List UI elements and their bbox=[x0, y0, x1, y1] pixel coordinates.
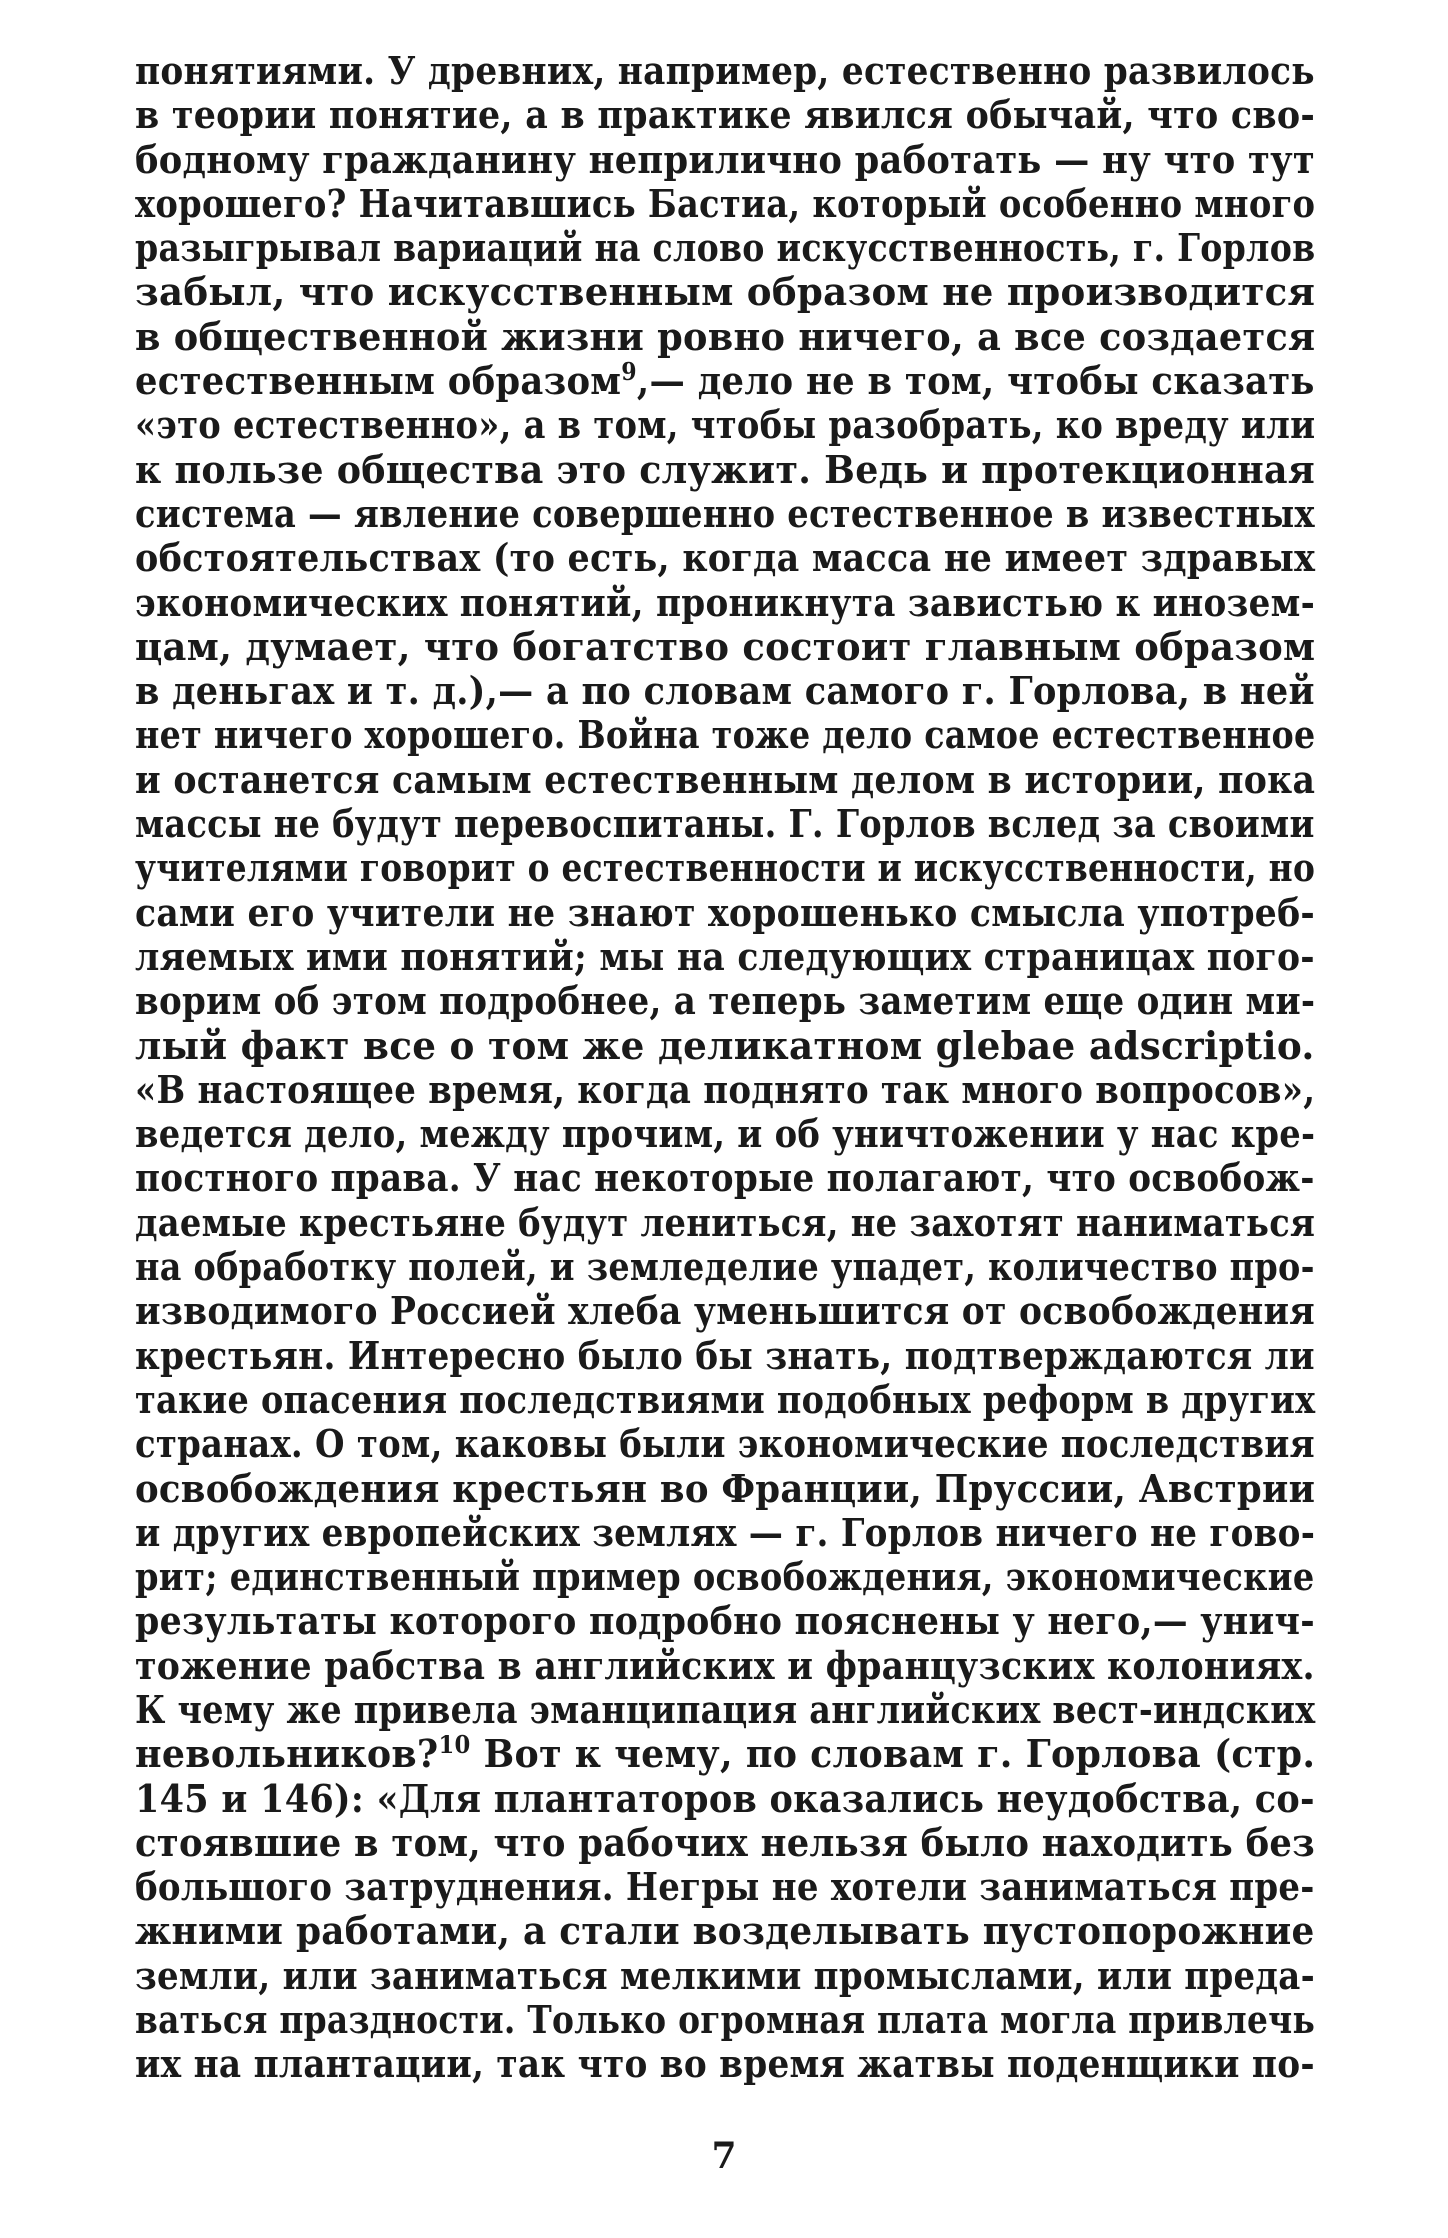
text-line: к пользе общества это служит. Ведь и протекционная bbox=[135, 447, 1316, 493]
text-line: забыл, что искусственным образом не производится bbox=[135, 270, 1316, 316]
text-line: в теории понятие, а в практике явился обычай, что сво- bbox=[135, 93, 1316, 139]
text-line: и останется самым естественным делом в истории, пока bbox=[135, 757, 1316, 803]
text-line: результаты которого подробно пояснены у него,— унич- bbox=[135, 1599, 1315, 1645]
text-line: и других европейских землях — г. Горлов ничего не гово- bbox=[135, 1510, 1316, 1556]
text-line: сами его учители не знают хорошенько смысла употреб- bbox=[135, 890, 1316, 936]
text-line: К чему же привела эманципация английских вест-индских bbox=[135, 1687, 1316, 1733]
text-line: крестьян. Интересно было бы знать, подтверждаются ли bbox=[135, 1333, 1315, 1379]
text-line: «В настоящее время, когда поднято так много вопросов», bbox=[135, 1067, 1316, 1113]
text-line: разыгрывал вариаций на слово искусственность, г. Горлов bbox=[135, 226, 1316, 272]
text-line: понятиями. У древних, например, естественно развилось bbox=[135, 49, 1315, 94]
text-line: освобождения крестьян во Франции, Пруссии, Австрии bbox=[135, 1466, 1316, 1512]
footnote-ref: 10 bbox=[438, 1730, 471, 1760]
text-line: тожение рабства в английских и французских колониях. bbox=[135, 1643, 1315, 1689]
page-number: 7 bbox=[711, 2135, 737, 2177]
text-line: учителями говорит о естественности и искусственности, но bbox=[135, 846, 1316, 892]
text-line: экономических понятий, проникнута завистью к инозем- bbox=[135, 580, 1316, 626]
text-line: в деньгах и т. д.),— а по словам самого г. Горлова, в ней bbox=[135, 669, 1315, 715]
text-segment: естественным образом bbox=[135, 359, 622, 405]
text-line: даемые крестьяне будут лениться, не захотят наниматься bbox=[135, 1200, 1316, 1246]
text-line: массы не будут перевоспитаны. Г. Горлов вслед за своими bbox=[135, 802, 1315, 848]
text-line: жними работами, а стали возделывать пустопорожние bbox=[135, 1909, 1315, 1955]
text-line: земли, или заниматься мелкими промыслами, или преда- bbox=[135, 1953, 1315, 1999]
text-segment: ,— дело не в том, чтобы сказать bbox=[636, 359, 1315, 405]
text-line: в общественной жизни ровно ничего, а все создается bbox=[135, 314, 1316, 360]
text-line: 145 и 146): «Для плантаторов оказались неудобства, со- bbox=[135, 1776, 1315, 1822]
text-segment: Вот к чему, по словам г. Горлова (стр. bbox=[470, 1732, 1316, 1778]
text-line: изводимого Россией хлеба уменьшится от освобождения bbox=[135, 1289, 1316, 1335]
text-line: «это естественно», а в том, чтобы разобрать, ко вреду или bbox=[135, 403, 1316, 449]
text-line: на обработку полей, и земледелие упадет, количество про- bbox=[135, 1245, 1315, 1291]
footnote-ref: 9 bbox=[621, 357, 637, 387]
text-line: постного права. У нас некоторые полагают, что освобож- bbox=[135, 1156, 1315, 1202]
text-line: странах. О том, каковы были экономические последствия bbox=[135, 1422, 1315, 1468]
text-line-with-footnote bbox=[135, 357, 1315, 405]
text-line: хорошего? Начитавшись Бастиа, который особенно много bbox=[135, 181, 1316, 227]
text-line: их на плантации, так что во время жатвы поденщики по- bbox=[135, 2042, 1315, 2088]
text-line: ляемых ими понятий; мы на следующих страницах пого- bbox=[135, 934, 1315, 980]
text-line: стоявшие в том, что рабочих нельзя было находить без bbox=[135, 1820, 1315, 1866]
text-line-with-footnote bbox=[135, 1730, 1316, 1778]
text-line: нет ничего хорошего. Война тоже дело самое естественное bbox=[135, 713, 1316, 759]
text-line: обстоятельствах (то есть, когда масса не имеет здравых bbox=[135, 536, 1316, 582]
text-line: большого затруднения. Негры не хотели заниматься пре- bbox=[135, 1865, 1315, 1911]
text-segment: невольников? bbox=[135, 1732, 439, 1778]
text-line: ворим об этом подробнее, а теперь заметим еще один ми- bbox=[135, 979, 1316, 1025]
body-text bbox=[135, 50, 1315, 2088]
text-line: ваться праздности. Только огромная плата могла привлечь bbox=[135, 1998, 1316, 2044]
text-line: рит; единственный пример освобождения, экономические bbox=[135, 1555, 1315, 1601]
text-line: такие опасения последствиями подобных реформ в других bbox=[135, 1377, 1316, 1423]
text-line: система — явление совершенно естественное в известных bbox=[135, 491, 1315, 537]
text-line: ведется дело, между прочим, и об уничтожении у нас кре- bbox=[135, 1112, 1316, 1158]
text-line: бодному гражданину неприлично работать — ну что тут bbox=[135, 137, 1316, 183]
text-line: лый факт все о том же деликатном glebae adscriptio. bbox=[135, 1023, 1315, 1069]
text-line: цам, думает, что богатство состоит главным образом bbox=[135, 624, 1316, 670]
